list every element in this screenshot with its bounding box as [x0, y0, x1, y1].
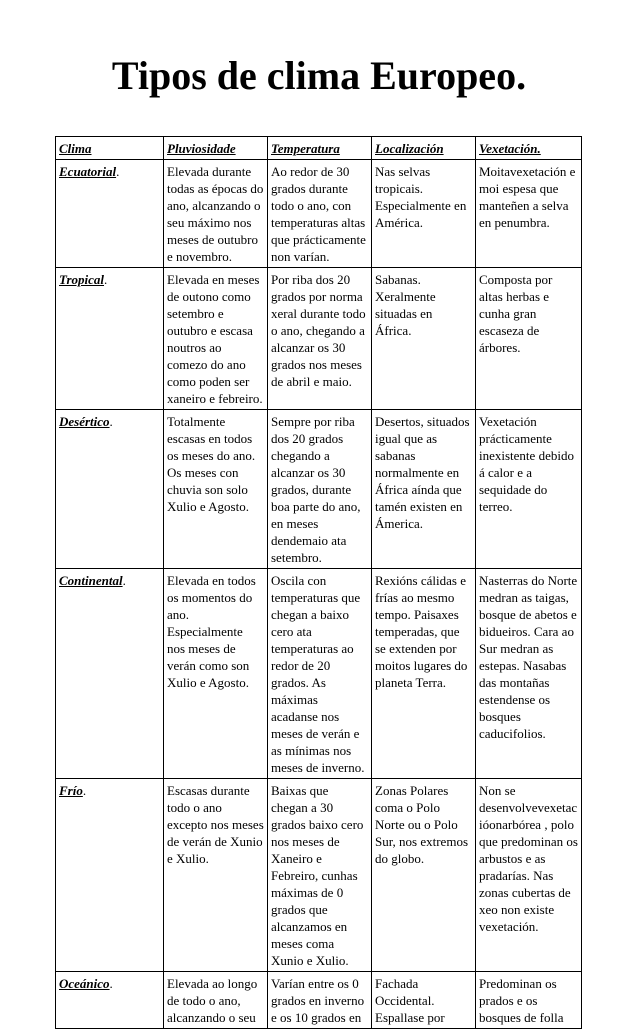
cell-vexetacion: Non se desenvolvevexetacióonarbórea , polo que predominan os arbustos e as pradarías. Nas zonas cubertas de xeo non existe vexetación. [476, 779, 582, 972]
table-row [56, 569, 582, 779]
climate-name: Ecuatorial [59, 164, 117, 179]
cell-vexetacion: Vexetación prácticamente inexistente debido á calor e a sequidade do terreo. [476, 410, 582, 569]
cell-clima: Frío. [56, 779, 164, 972]
cell-localizacion: Nas selvas tropicais. Especialmente en América. [372, 160, 476, 268]
cell-pluviosidade: Totalmente escasas en todos os meses do ano. Os meses con chuvia son solo Xulio e Agosto. [164, 410, 268, 569]
table-row [56, 779, 582, 972]
cell-pluviosidade: Escasas durante todo o ano excepto nos meses de verán de Xunio e Xulio. [164, 779, 268, 972]
climate-table [55, 136, 582, 1029]
header-temperatura: Temperatura [268, 137, 372, 160]
table-row [56, 972, 582, 1029]
header-pluviosidade: Pluviosidade [164, 137, 268, 160]
cell-clima: Desértico. [56, 410, 164, 569]
cell-vexetacion: Nasterras do Norte medran as taigas, bosque de abetos e bidueiros. Cara ao Sur medran as estepas. Nasabas das montañas estendense os bosques caducifolios. [476, 569, 582, 779]
cell-vexetacion: Predominan os prados e os bosques de folla [476, 972, 582, 1029]
climate-table-container [55, 136, 581, 1029]
cell-pluviosidade: Elevada en todos os momentos do ano. Especialmente nos meses de verán como son Xulio e Agosto. [164, 569, 268, 779]
cell-localizacion: Fachada Occidental. Espallase por [372, 972, 476, 1029]
table-header-row [56, 137, 582, 160]
cell-pluviosidade: Elevada durante todas as épocas do ano, alcanzando o seu máximo nos meses de outubro e novembro. [164, 160, 268, 268]
climate-name: Frío [59, 783, 83, 798]
table-row [56, 410, 582, 569]
cell-temperatura: Sempre por riba dos 20 grados chegando a alcanzar os 30 grados, durante boa parte do ano, en meses dendemaio ata setembro. [268, 410, 372, 569]
climate-name: Desértico [59, 414, 110, 429]
cell-temperatura: Oscila con temperaturas que chegan a baixo cero ata temperaturas ao redor de 20 grados. As máximas acadanse nos meses de verán e as mínimas nos meses de inverno. [268, 569, 372, 779]
header-vexetacion: Vexetación. [476, 137, 582, 160]
climate-name: Oceánico [59, 976, 110, 991]
table-row [56, 160, 582, 268]
header-clima: Clima [56, 137, 164, 160]
cell-pluviosidade: Elevada ao longo de todo o ano, alcanzando o seu [164, 972, 268, 1029]
cell-clima: Oceánico. [56, 972, 164, 1029]
cell-clima: Tropical. [56, 268, 164, 410]
cell-localizacion: Zonas Polares coma o Polo Norte ou o Polo Sur, nos extremos do globo. [372, 779, 476, 972]
cell-temperatura: Ao redor de 30 grados durante todo o ano, con temperaturas altas que prácticamente non varían. [268, 160, 372, 268]
cell-temperatura: Baixas que chegan a 30 grados baixo cero nos meses de Xaneiro e Febreiro, cunhas máximas de 0 grados que alcanzamos en meses coma Xunio e Xulio. [268, 779, 372, 972]
cell-pluviosidade: Elevada en meses de outono como setembro e outubro e escasa noutros ao comezo do ano como poden ser xaneiro e febreiro. [164, 268, 268, 410]
climate-name: Continental [59, 573, 123, 588]
cell-clima: Ecuatorial. [56, 160, 164, 268]
table-row [56, 268, 582, 410]
climate-name: Tropical [59, 272, 105, 287]
cell-localizacion: Sabanas. Xeralmente situadas en África. [372, 268, 476, 410]
cell-clima: Continental. [56, 569, 164, 779]
cell-vexetacion: Composta por altas herbas e cunha gran escaseza de árbores. [476, 268, 582, 410]
cell-temperatura: Por riba dos 20 grados por norma xeral durante todo o ano, chegando a alcanzar os 30 grados nos meses de abril e maio. [268, 268, 372, 410]
cell-localizacion: Rexións cálidas e frías ao mesmo tempo. Paisaxes temperadas, que se extenden por moitos lugares do planeta Terra. [372, 569, 476, 779]
cell-temperatura: Varían entre os 0 grados en inverno e os 10 grados en [268, 972, 372, 1029]
cell-localizacion: Desertos, situados igual que as sabanas normalmente en África aínda que tamén existen en Ámerica. [372, 410, 476, 569]
header-localizacion: Localización [372, 137, 476, 160]
page-title: Tipos de clima Europeo. [111, 53, 527, 98]
cell-vexetacion: Moitavexetación e moi espesa que manteñen a selva en penumbra. [476, 160, 582, 268]
